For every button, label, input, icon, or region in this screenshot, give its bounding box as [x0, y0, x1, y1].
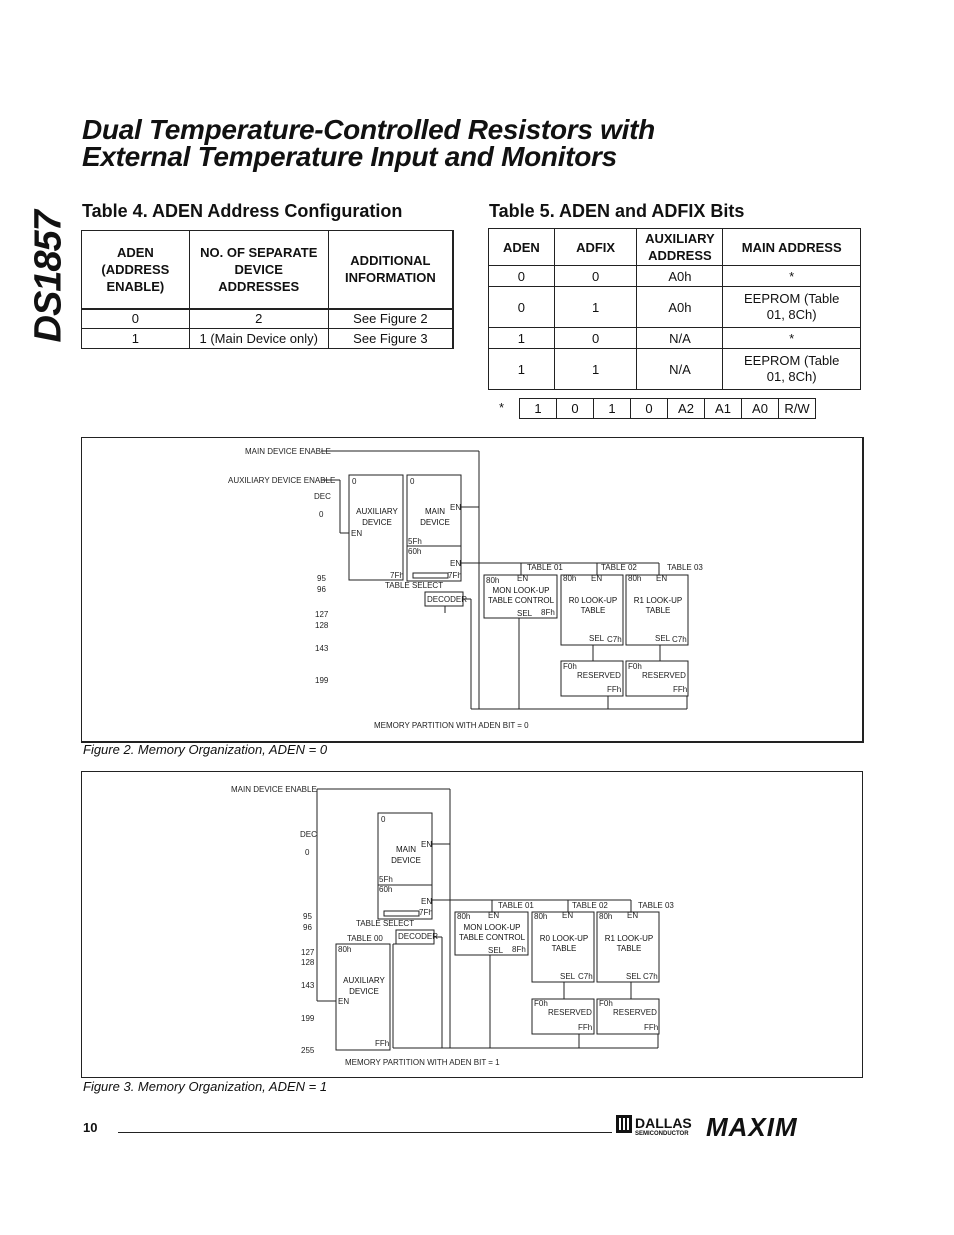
- table-row: [489, 328, 861, 349]
- table-cell: 0: [489, 266, 555, 287]
- fig2-table03: TABLE 03: [667, 563, 703, 572]
- fig2-sel: SEL: [655, 634, 671, 643]
- page-title-line2: External Temperature Input and Monitors: [82, 141, 617, 172]
- fig3-decoder: DECODER: [398, 932, 439, 941]
- fig3-hex: C7h: [578, 972, 593, 981]
- fig3-hex: 60h: [379, 885, 393, 894]
- table-cell: 2: [189, 309, 328, 329]
- fig3-hex: FFh: [375, 1039, 390, 1048]
- fig2-en: EN: [591, 574, 603, 583]
- fig2-hex: 7Fh: [390, 571, 404, 580]
- fig2-partition: MEMORY PARTITION WITH ADEN BIT = 0: [374, 721, 529, 730]
- fig2-en: EN: [450, 503, 462, 512]
- table5-header-row: [489, 229, 861, 266]
- fig3-main-enable: MAIN DEVICE ENABLE: [231, 785, 317, 794]
- dallas-logo-text: DALLAS: [635, 1115, 692, 1131]
- dallas-logo: [616, 1113, 706, 1142]
- fig3-dec-value: 199: [301, 1014, 315, 1023]
- table-row: [489, 266, 861, 287]
- table4-header: NO. OF SEPARATE DEVICE ADDRESSES: [189, 231, 328, 309]
- table-cell: 0: [82, 309, 190, 329]
- fig3-dec-value: 143: [301, 981, 315, 990]
- fig3-hex: 7Fh: [419, 908, 433, 917]
- fig2-hex: 5Fh: [408, 537, 422, 546]
- fig3-dec-value: 96: [303, 923, 312, 932]
- fig2-hex: FFh: [673, 685, 688, 694]
- table4: [81, 230, 454, 349]
- fig3-reserved: RESERVED: [613, 1008, 657, 1017]
- table-cell: 1: [489, 349, 555, 390]
- fig3-hex: FFh: [644, 1023, 659, 1032]
- fig2-hex: 0: [352, 477, 357, 486]
- fig3-en: EN: [421, 897, 433, 906]
- fig2-dec-value: 95: [317, 574, 326, 583]
- fig2-dec-value: 96: [317, 585, 326, 594]
- fig3-table01: TABLE 01: [498, 901, 534, 910]
- fig3-table03: TABLE 03: [638, 901, 674, 910]
- table-cell: See Figure 2: [328, 309, 453, 329]
- page-title-line1: Dual Temperature-Controlled Resistors with: [82, 114, 655, 145]
- fig2-en: EN: [351, 529, 363, 538]
- fig3-sel: SEL: [626, 972, 642, 981]
- fig2-aux-device: AUXILIARY DEVICE: [356, 507, 398, 527]
- fig3-mon-table: MON LOOK-UP TABLE CONTROL: [458, 923, 526, 942]
- fig3-r0-table: R0 LOOK-UP TABLE: [539, 934, 589, 953]
- fig3-partition: MEMORY PARTITION WITH ADEN BIT = 1: [345, 1058, 500, 1067]
- fig2-hex: 80h: [486, 576, 500, 585]
- fig3-hex: 8Fh: [512, 945, 526, 954]
- table4-header: ADDITIONAL INFORMATION: [328, 231, 453, 309]
- fig3-r1-table: R1 LOOK-UP TABLE: [604, 934, 654, 953]
- address-bits: [519, 398, 816, 419]
- table-cell: 0: [554, 328, 637, 349]
- table-cell: A0h: [637, 287, 723, 328]
- side-title-text: DS1857: [27, 211, 70, 343]
- fig2-aux-enable: AUXILIARY DEVICE ENABLE: [228, 476, 336, 485]
- table-cell: EEPROM (Table 01, 8Ch): [723, 287, 861, 328]
- fig3-aux-device: AUXILIARY DEVICE: [343, 976, 385, 996]
- page-title: [82, 116, 655, 170]
- fig2-table02: TABLE 02: [601, 563, 637, 572]
- fig3-dec-value: 128: [301, 958, 315, 967]
- fig2-sel: SEL: [517, 609, 533, 618]
- figure3-caption: Figure 3. Memory Organization, ADEN = 1: [83, 1079, 328, 1094]
- page-number: 10: [83, 1120, 98, 1135]
- table5-header: ADFIX: [554, 229, 637, 266]
- fig3-dec-value: 255: [301, 1046, 315, 1055]
- fig2-r0-table: R0 LOOK-UP TABLE: [568, 596, 618, 615]
- fig3-hex: 80h: [599, 912, 613, 921]
- address-bit: 1: [593, 399, 630, 418]
- fig3-table-select: TABLE SELECT: [356, 919, 415, 928]
- fig3-hex: F0h: [534, 999, 548, 1008]
- fig3-hex: 5Fh: [379, 875, 393, 884]
- fig3-en: EN: [338, 997, 350, 1006]
- table-cell: *: [723, 266, 861, 287]
- fig3-dec-value: 0: [305, 848, 310, 857]
- table-cell: N/A: [637, 349, 723, 390]
- address-bit: A2: [667, 399, 704, 418]
- fig2-hex: 0: [410, 477, 415, 486]
- figure2-caption: Figure 2. Memory Organization, ADEN = 0: [83, 742, 328, 757]
- table-cell: N/A: [637, 328, 723, 349]
- fig2-en: EN: [450, 559, 462, 568]
- figure2: [81, 437, 864, 743]
- fig3-en: EN: [488, 911, 500, 920]
- fig3-dec: DEC: [300, 830, 317, 839]
- fig2-hex: F0h: [628, 662, 642, 671]
- table-cell: 0: [489, 287, 555, 328]
- table-cell: 1: [554, 349, 637, 390]
- fig2-dec-value: 143: [315, 644, 329, 653]
- address-bit: A1: [704, 399, 741, 418]
- fig3-hex: F0h: [599, 999, 613, 1008]
- table5: [488, 228, 861, 390]
- fig3-hex: FFh: [578, 1023, 593, 1032]
- fig2-table-select: TABLE SELECT: [385, 581, 444, 590]
- table-row: [82, 329, 454, 349]
- fig3-main-device: MAIN DEVICE: [391, 845, 421, 865]
- fig2-sel: SEL: [589, 634, 605, 643]
- fig3-sel: SEL: [488, 946, 504, 955]
- fig3-en: EN: [627, 911, 639, 920]
- fig2-hex: 8Fh: [541, 608, 555, 617]
- fig3-hex: 0: [381, 815, 386, 824]
- table-cell: A0h: [637, 266, 723, 287]
- table-row: [489, 349, 861, 390]
- table4-title: Table 4. ADEN Address Configuration: [82, 201, 403, 221]
- fig2-dec-value: 0: [319, 510, 324, 519]
- dallas-logo-icon: [616, 1115, 632, 1133]
- footer-rule: [118, 1132, 612, 1133]
- fig2-mon-table: MON LOOK-UP TABLE CONTROL: [487, 586, 555, 605]
- table4-header: ADEN (ADDRESS ENABLE): [82, 231, 190, 309]
- dallas-logo-subtext: SEMICONDUCTOR: [635, 1131, 689, 1137]
- table-cell: 1: [489, 328, 555, 349]
- address-bit: R/W: [778, 399, 815, 418]
- fig2-main-device: MAIN DEVICE: [420, 507, 450, 527]
- fig3-dec-value: 95: [303, 912, 312, 921]
- fig2-table01: TABLE 01: [527, 563, 563, 572]
- fig3-hex: 80h: [338, 945, 352, 954]
- table-cell: 1: [82, 329, 190, 349]
- side-title: [27, 200, 70, 343]
- figure3: [81, 771, 863, 1078]
- fig2-hex: 60h: [408, 547, 422, 556]
- fig3-sel: SEL: [560, 972, 576, 981]
- fig2-main-enable: MAIN DEVICE ENABLE: [245, 447, 331, 456]
- table-cell: 1: [554, 287, 637, 328]
- table-cell: EEPROM (Table 01, 8Ch): [723, 349, 861, 390]
- fig3-table00: TABLE 00: [347, 934, 383, 943]
- fig3-hex: 80h: [457, 912, 471, 921]
- fig2-en: EN: [517, 574, 529, 583]
- table5-header: ADEN: [489, 229, 555, 266]
- address-bit: 0: [630, 399, 667, 418]
- fig3-en: EN: [562, 911, 574, 920]
- fig3-en: EN: [421, 840, 433, 849]
- fig2-hex: C7h: [672, 635, 687, 644]
- table5-header: MAIN ADDRESS: [723, 229, 861, 266]
- fig3-hex: 80h: [534, 912, 548, 921]
- fig2-hex: FFh: [607, 685, 622, 694]
- fig2-hex: 80h: [563, 574, 577, 583]
- table-row: [489, 287, 861, 328]
- fig2-dec-value: 127: [315, 610, 329, 619]
- maxim-logo: MAXIM: [706, 1112, 798, 1142]
- fig2-hex: F0h: [563, 662, 577, 671]
- fig3-dec-value: 127: [301, 948, 315, 957]
- fig3-table02: TABLE 02: [572, 901, 608, 910]
- table-cell: *: [723, 328, 861, 349]
- footnote-star: *: [499, 400, 505, 415]
- table-row: [82, 309, 454, 329]
- fig2-dec-value: 199: [315, 676, 329, 685]
- fig2-r1-table: R1 LOOK-UP TABLE: [633, 596, 683, 615]
- fig2-en: EN: [656, 574, 668, 583]
- fig3-hex: C7h: [643, 972, 658, 981]
- fig3-reserved: RESERVED: [548, 1008, 592, 1017]
- fig2-decoder: DECODER: [427, 595, 468, 604]
- table-cell: 1 (Main Device only): [189, 329, 328, 349]
- fig2-hex: 7Fh: [448, 571, 462, 580]
- fig2-hex: C7h: [607, 635, 622, 644]
- address-bit: 1: [534, 401, 542, 416]
- fig2-dec-value: 128: [315, 621, 329, 630]
- address-bit: A0: [741, 399, 778, 418]
- fig2-reserved: RESERVED: [577, 671, 621, 680]
- table5-title: Table 5. ADEN and ADFIX Bits: [489, 201, 745, 221]
- table5-header: AUXILIARY ADDRESS: [637, 229, 723, 266]
- table-cell: See Figure 3: [328, 329, 453, 349]
- table-cell: 0: [554, 266, 637, 287]
- address-bit: 0: [556, 399, 593, 418]
- fig2-hex: 80h: [628, 574, 642, 583]
- fig2-dec: DEC: [314, 492, 331, 501]
- table4-header-row: [82, 231, 454, 309]
- fig2-reserved: RESERVED: [642, 671, 686, 680]
